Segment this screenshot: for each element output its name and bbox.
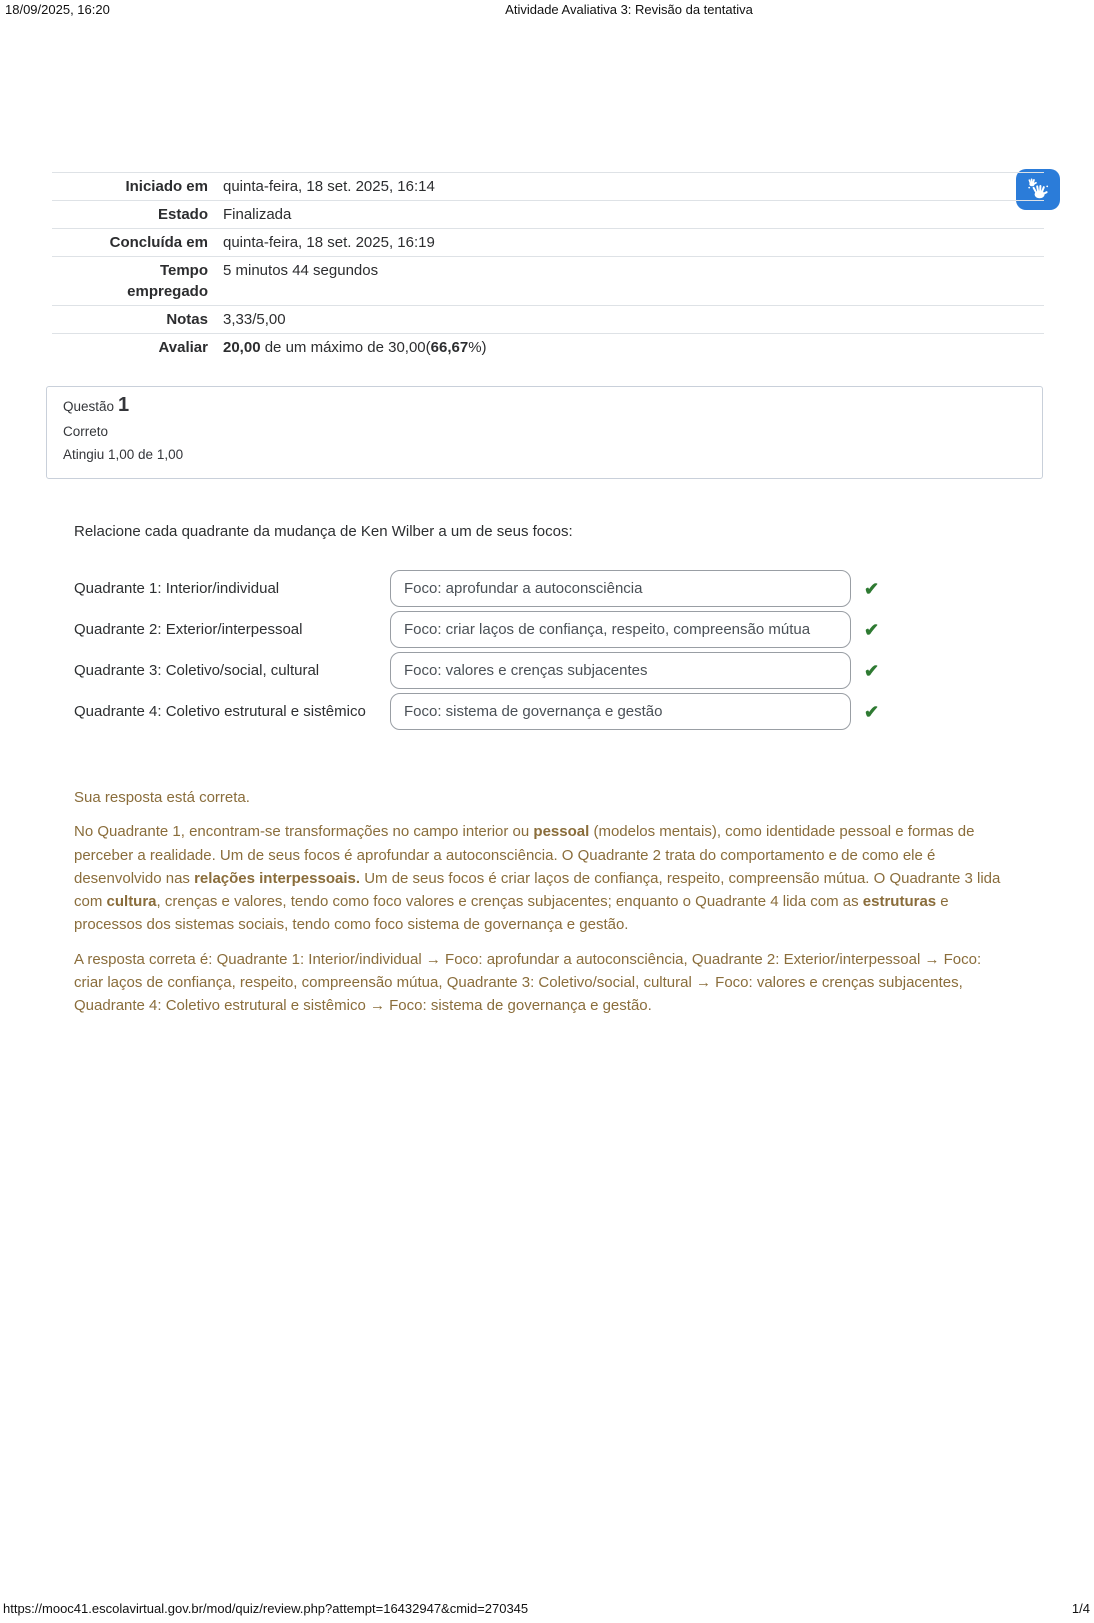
summary-row-grade <box>52 334 1044 362</box>
summary-label: Estado <box>157 206 208 223</box>
feedback-verdict: Sua resposta está correta. <box>74 789 250 806</box>
match-label: Quadrante 2: Exterior/interpessoal <box>74 621 303 638</box>
correct-check-icon: ✔ <box>864 619 880 640</box>
question-number: Questão 1 <box>63 394 130 416</box>
summary-label: Tempo empregado <box>127 262 208 300</box>
summary-label: Avaliar <box>158 339 208 356</box>
match-row-3 <box>74 652 879 689</box>
feedback-correct-answer: A resposta correta é: Quadrante 1: Interior/individual → Foco: aprofundar a autoconsciência, Quadrante 2: Exterior/interpessoal → Foco: criar laços de confiança, respeito, compreensão mútua, Quadrante 3: Coletivo/social, cultural → Foco: valores e crenças subjacentes, Quadrante 4: Coletivo estrutural e sistêmico → Foco: sistema de governança e gestão. <box>74 950 982 1015</box>
correct-check-icon: ✔ <box>864 701 880 722</box>
print-header-title: Atividade Avaliativa 3: Revisão da tentativa <box>505 2 753 17</box>
match-row-2 <box>74 611 879 648</box>
summary-row-completed <box>52 229 1044 257</box>
summary-row-time-taken <box>52 257 1044 306</box>
print-footer-page-number: 1/4 <box>1071 1601 1090 1616</box>
summary-label: Iniciado em <box>125 178 208 195</box>
summary-row-state <box>52 201 1044 229</box>
correct-check-icon: ✔ <box>864 660 880 681</box>
summary-value: 20,00 de um máximo de 30,00(66,67%) <box>223 339 487 356</box>
question-feedback <box>74 786 1012 1029</box>
answer-select[interactable]: Foco: criar laços de confiança, respeito, compreensão mútua <box>390 611 851 648</box>
summary-value: 5 minutos 44 segundos <box>223 262 379 279</box>
answer-select[interactable]: Foco: valores e crenças subjacentes <box>390 652 851 689</box>
summary-value: 3,33/5,00 <box>223 311 286 328</box>
print-header-datetime: 18/09/2025, 16:20 <box>5 2 110 17</box>
match-row-4 <box>74 693 879 730</box>
question-prompt: Relacione cada quadrante da mudança de Ken Wilber a um de seus focos: <box>74 523 573 540</box>
match-label: Quadrante 3: Coletivo/social, cultural <box>74 662 320 679</box>
summary-value: quinta-feira, 18 set. 2025, 16:19 <box>223 234 435 251</box>
summary-row-marks <box>52 306 1044 334</box>
correct-check-icon: ✔ <box>864 578 880 599</box>
summary-value: Finalizada <box>223 206 292 223</box>
summary-row-started <box>52 173 1044 201</box>
match-row-1 <box>74 570 879 607</box>
question-marks: Atingiu 1,00 de 1,00 <box>63 447 184 462</box>
question-info-box <box>46 386 1043 479</box>
summary-label: Concluída em <box>109 234 208 251</box>
question-state: Correto <box>63 424 109 439</box>
summary-label: Notas <box>166 311 208 328</box>
answer-select[interactable]: Foco: aprofundar a autoconsciência <box>390 570 851 607</box>
feedback-explanation: No Quadrante 1, encontram-se transformações no campo interior ou pessoal (modelos mentais), como identidade pessoal e formas de perceber a realidade. Um de seus focos é aprofundar a autoconsciência. O Quadrante 2 trata do comportamento e de como ele é desenvolvido nas relações interpessoais. Um de seus focos é criar laços de confiança, respeito, compreensão mútua. O Quadrante 3 lida com cultura, crenças e valores, tendo como foco valores e crenças subjacentes; enquanto o Quadrante 4 lida com as estruturas e processos dos sistemas sociais, tendo como foco sistema de governança e gestão. <box>74 823 1001 934</box>
attempt-summary-table <box>52 172 1044 361</box>
match-label: Quadrante 4: Coletivo estrutural e sistêmico <box>74 703 366 720</box>
answer-select[interactable]: Foco: sistema de governança e gestão <box>390 693 851 730</box>
print-footer-url: https://mooc41.escolavirtual.gov.br/mod/quiz/review.php?attempt=16432947&cmid=270345 <box>3 1601 529 1616</box>
matching-answers <box>74 570 879 734</box>
match-label: Quadrante 1: Interior/individual <box>74 580 280 597</box>
summary-value: quinta-feira, 18 set. 2025, 16:14 <box>223 178 435 195</box>
